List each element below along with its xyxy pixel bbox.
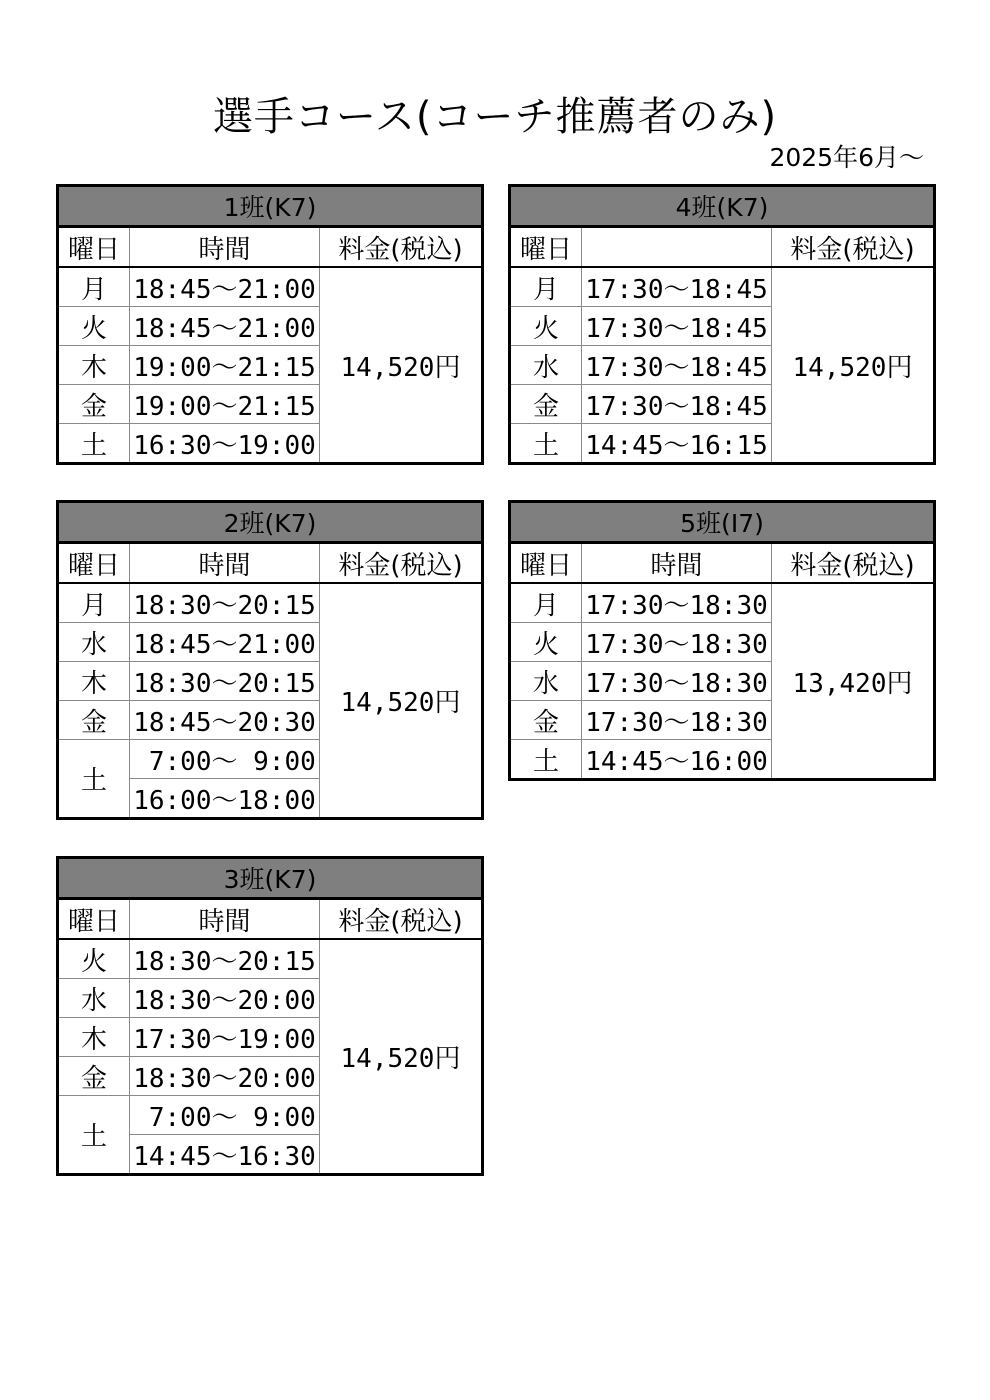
schedule-table-group-2: [56, 500, 484, 820]
fee-cell: 14,520円: [772, 267, 935, 464]
column-header-day: 曜日: [510, 227, 582, 268]
group-name: 2班(K7): [58, 502, 483, 543]
group-name: 3班(K7): [58, 858, 483, 899]
page-title: 選手コース(コーチ推薦者のみ): [212, 94, 778, 140]
time-cell: 18:30～20:00: [130, 979, 320, 1018]
time-cell: 7:00～ 9:00: [130, 740, 320, 779]
column-header-day: 曜日: [58, 227, 130, 268]
column-header-fee: 料金(税込): [320, 227, 483, 268]
day-cell: 土: [510, 424, 582, 464]
day-cell: 水: [510, 662, 582, 701]
table-row: [510, 583, 935, 623]
time-cell: 18:30～20:15: [130, 662, 320, 701]
time-cell: 18:30～20:15: [130, 939, 320, 979]
time-cell: 18:45～21:00: [130, 267, 320, 307]
time-cell: 17:30～18:30: [582, 662, 772, 701]
time-cell: 16:00～18:00: [130, 779, 320, 819]
table-row: [58, 939, 483, 979]
time-cell: 18:30～20:00: [130, 1057, 320, 1096]
column-header-time: 時間: [582, 543, 772, 584]
day-cell: 土: [510, 740, 582, 780]
fee-cell: 14,520円: [320, 939, 483, 1175]
column-header-fee: 料金(税込): [320, 543, 483, 584]
day-cell: 水: [58, 979, 130, 1018]
time-cell: 17:30～19:00: [130, 1018, 320, 1057]
time-cell: 17:30～18:30: [582, 583, 772, 623]
table-row: [58, 583, 483, 623]
schedule-table-group-1: [56, 184, 484, 465]
time-cell: 18:30～20:15: [130, 583, 320, 623]
day-cell: 土: [58, 424, 130, 464]
day-cell: 月: [510, 583, 582, 623]
time-cell: 17:30～18:45: [582, 307, 772, 346]
time-cell: 14:45～16:30: [130, 1135, 320, 1175]
time-cell: 19:00～21:15: [130, 385, 320, 424]
fee-cell: 13,420円: [772, 583, 935, 780]
time-cell: 14:45～16:15: [582, 424, 772, 464]
time-cell: 17:30～18:30: [582, 701, 772, 740]
table-row: [58, 267, 483, 307]
day-cell: 金: [58, 701, 130, 740]
schedule-table-group-5: [508, 500, 936, 781]
day-cell: 木: [58, 1018, 130, 1057]
column-header-time: 時間: [130, 227, 320, 268]
table-row: [510, 267, 935, 307]
time-cell: 17:30～18:45: [582, 346, 772, 385]
day-cell: 月: [58, 267, 130, 307]
day-cell: 土: [58, 1096, 130, 1175]
day-cell: 金: [510, 701, 582, 740]
column-header-day: 曜日: [510, 543, 582, 584]
schedule-table-group-4: [508, 184, 936, 465]
time-cell: 18:45～21:00: [130, 623, 320, 662]
time-cell: 16:30～19:00: [130, 424, 320, 464]
day-cell: 月: [58, 583, 130, 623]
time-cell: 18:45～21:00: [130, 307, 320, 346]
day-cell: 水: [510, 346, 582, 385]
column-header-day: 曜日: [58, 543, 130, 584]
column-header-fee: 料金(税込): [320, 899, 483, 940]
time-cell: 17:30～18:45: [582, 267, 772, 307]
day-cell: 火: [510, 623, 582, 662]
column-header-time: 時間: [130, 899, 320, 940]
time-cell: 17:30～18:45: [582, 385, 772, 424]
day-cell: 金: [58, 1057, 130, 1096]
column-header-fee: 料金(税込): [772, 543, 935, 584]
time-cell: 18:45～20:30: [130, 701, 320, 740]
schedule-table-group-3: [56, 856, 484, 1176]
effective-date: 2025年6月～: [769, 143, 924, 172]
day-cell: 木: [58, 662, 130, 701]
fee-cell: 14,520円: [320, 267, 483, 464]
day-cell: 木: [58, 346, 130, 385]
day-cell: 月: [510, 267, 582, 307]
day-cell: 金: [510, 385, 582, 424]
group-name: 1班(K7): [58, 186, 483, 227]
group-name: 5班(I7): [510, 502, 935, 543]
fee-cell: 14,520円: [320, 583, 483, 819]
column-header-time: 時間: [130, 543, 320, 584]
time-cell: 14:45～16:00: [582, 740, 772, 780]
group-name: 4班(K7): [510, 186, 935, 227]
time-cell: 19:00～21:15: [130, 346, 320, 385]
day-cell: 火: [510, 307, 582, 346]
day-cell: 火: [58, 939, 130, 979]
time-cell: 17:30～18:30: [582, 623, 772, 662]
day-cell: 土: [58, 740, 130, 819]
column-header-time-empty: [582, 227, 772, 268]
column-header-fee: 料金(税込): [772, 227, 935, 268]
day-cell: 金: [58, 385, 130, 424]
time-cell: 7:00～ 9:00: [130, 1096, 320, 1135]
day-cell: 火: [58, 307, 130, 346]
column-header-day: 曜日: [58, 899, 130, 940]
day-cell: 水: [58, 623, 130, 662]
